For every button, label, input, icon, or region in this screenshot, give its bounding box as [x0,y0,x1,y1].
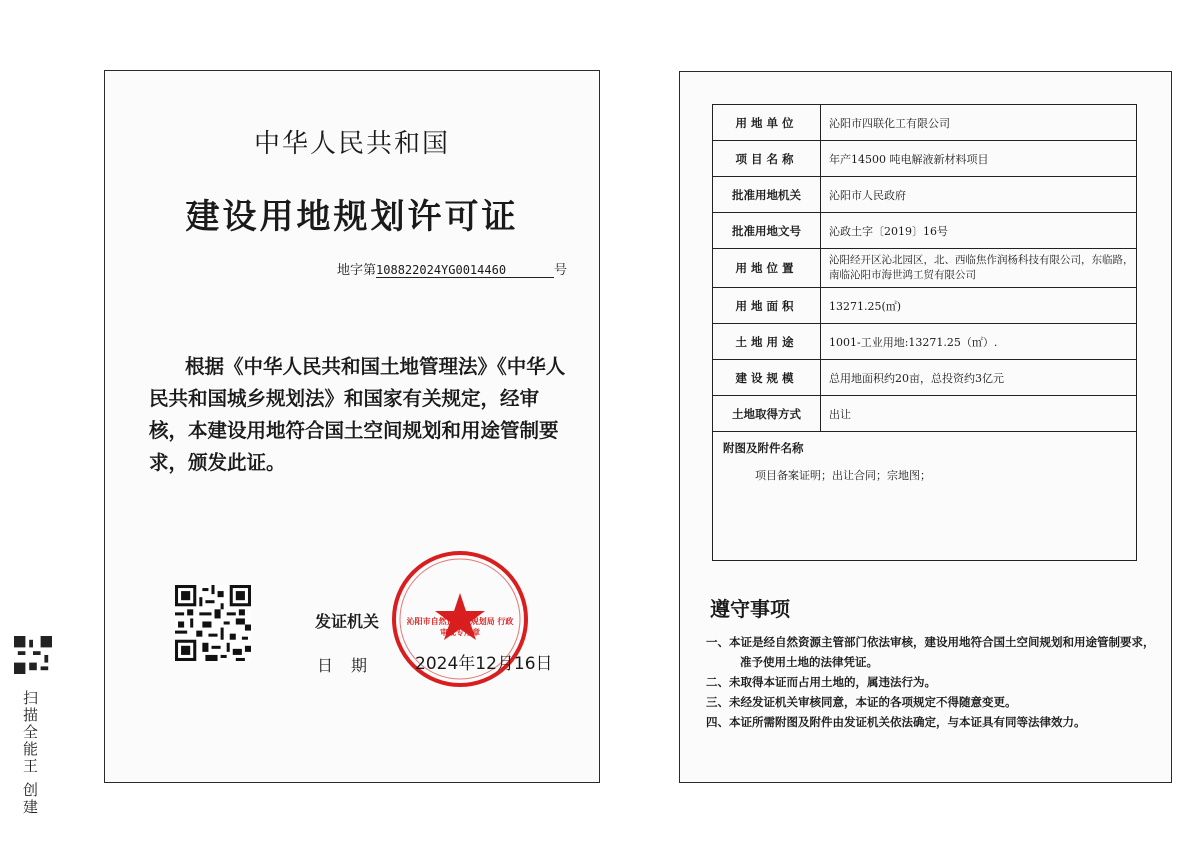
row-label: 批准用地文号 [713,213,821,248]
row-value: 沁政土字〔2019〕16号 [829,224,948,238]
certificate-number-suffix: 号 [554,263,568,278]
table-row [713,288,1136,324]
table-row [713,360,1136,396]
certificate-front-page [104,70,600,783]
qr-code-icon [175,585,251,661]
row-label: 批准用地机关 [713,177,821,212]
row-label: 用地面积 [713,288,821,323]
row-value: 1001-工业用地:13271.25（㎡）. [829,335,998,349]
row-value: 沁阳市四联化工有限公司 [829,116,950,130]
certificate-number-line [337,259,567,278]
row-value: 沁阳市人民政府 [829,188,906,202]
certificate-number-prefix: 地字第 [337,263,377,278]
table-row [713,141,1136,177]
note-item: 三、未经发证机关审核同意，本证的各项规定不得随意变更。 [706,695,1017,709]
row-label: 建设规模 [713,360,821,395]
table-row [713,324,1136,360]
table-row [713,105,1136,141]
table-row [713,249,1136,288]
country-name: 中华人民共和国 [253,129,450,159]
table-row [713,396,1136,432]
row-value: 13271.25(㎡) [829,299,902,313]
row-label: 土地用途 [713,324,821,359]
seal-text: 沁阳市自然资源和规划局 行政审批专用章 [406,617,514,637]
note-item: 二、未取得本证而占用土地的，属违法行为。 [706,675,936,689]
row-value: 沁阳经开区沁北园区，北、西临焦作润杨科技有限公司，东临路，南临沁阳市海世鸿工贸有限公司 [829,254,1134,281]
row-label: 土地取得方式 [713,396,821,431]
issue-date-value: 2024年12月16日 [415,654,553,674]
issue-date-label: 日期 [317,656,386,675]
row-label: 项目名称 [713,141,821,176]
certificate-detail-page [679,71,1172,783]
attachments-value: 项目备案证明；出让合同；宗地图； [755,469,931,482]
row-label: 用地单位 [713,105,821,140]
table-row [713,177,1136,213]
scanner-watermark: 扫描全能王 创建 [21,690,39,816]
notes-list [706,632,1156,732]
row-value: 出让 [829,407,851,421]
row-value: 年产14500 吨电解液新材料项目 [829,152,989,166]
land-info-table [712,104,1137,561]
row-label: 用地位置 [713,249,821,287]
notes-title: 遵守事项 [710,597,790,621]
certificate-title: 建设用地规划许可证 [185,197,519,237]
note-item: 一、本证是经自然资源主管部门依法审核，建设用地符合国土空间规划和用途管制要求，准予使用土地的法律凭证。 [706,635,1155,669]
scanner-qr-icon [14,636,52,674]
row-value: 总用地面积约20亩，总投资约3亿元 [829,371,1004,385]
issuing-authority-label: 发证机关 [315,612,380,631]
table-row [713,213,1136,249]
attachments-label: 附图及附件名称 [723,441,804,455]
certificate-number: 108822024YG0014460 [376,263,554,278]
certificate-body-text: 根据《中华人民共和国土地管理法》《中华人民共和国城乡规划法》和国家有关规定，经审核，本建设用地符合国土空间规划和用途管制要求，颁发此证。 [149,355,566,474]
note-item: 四、本证所需附图及附件由发证机关依法确定，与本证具有同等法律效力。 [706,715,1086,729]
